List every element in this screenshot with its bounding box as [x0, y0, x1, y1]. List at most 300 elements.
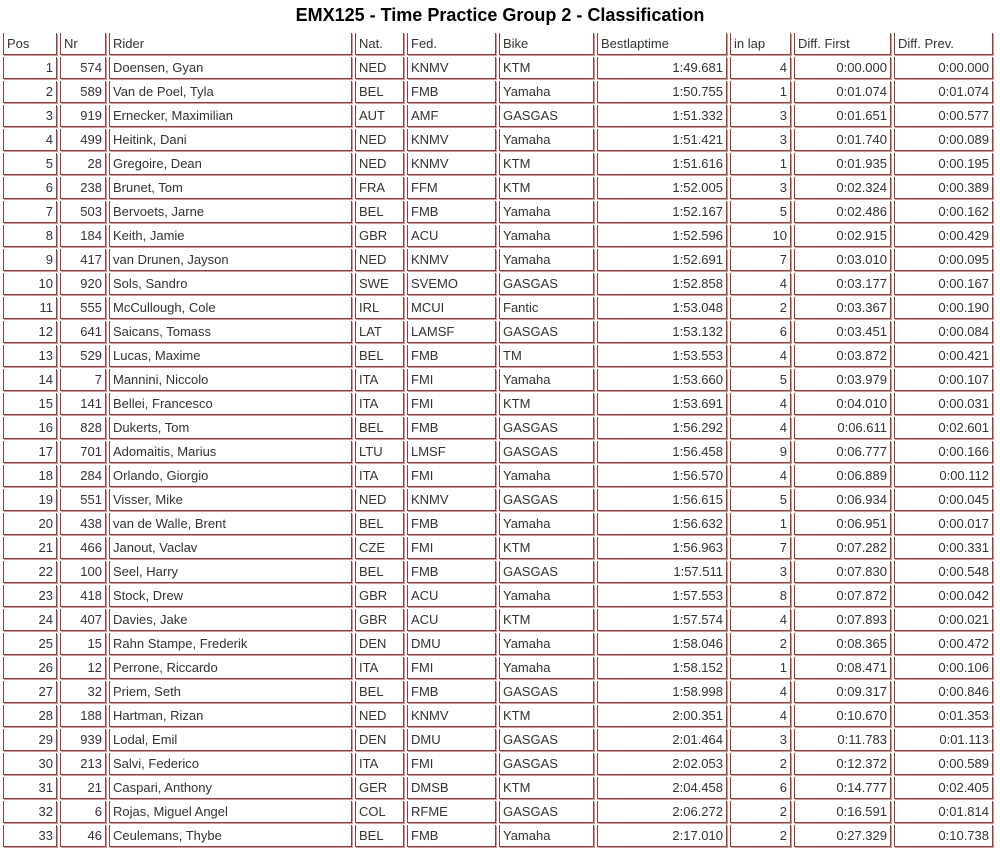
cell-bestlaptime: 1:52.596 [597, 225, 727, 247]
cell-in_lap: 1 [730, 153, 791, 175]
cell-rider: Visser, Mike [109, 489, 352, 511]
cell-in_lap: 9 [730, 441, 791, 463]
cell-nr: 12 [60, 657, 106, 679]
cell-nat: LAT [355, 321, 404, 343]
cell-bike: KTM [499, 393, 594, 415]
cell-pos: 32 [3, 801, 57, 823]
cell-bestlaptime: 1:57.574 [597, 609, 727, 631]
cell-diff_prev: 0:00.548 [894, 561, 993, 583]
cell-diff_prev: 0:00.045 [894, 489, 993, 511]
cell-bike: KTM [499, 705, 594, 727]
cell-diff_first: 0:11.783 [794, 729, 891, 751]
table-row [3, 201, 993, 223]
cell-bike: GASGAS [499, 105, 594, 127]
col-header-diff_first: Diff. First [794, 33, 891, 55]
cell-fed: ACU [407, 225, 496, 247]
col-header-rider: Rider [109, 33, 352, 55]
cell-bestlaptime: 1:56.632 [597, 513, 727, 535]
table-row [3, 753, 993, 775]
cell-nat: ITA [355, 369, 404, 391]
table-row [3, 417, 993, 439]
cell-diff_first: 0:03.367 [794, 297, 891, 319]
cell-bike: GASGAS [499, 417, 594, 439]
cell-diff_prev: 0:00.589 [894, 753, 993, 775]
cell-nat: ITA [355, 393, 404, 415]
cell-pos: 4 [3, 129, 57, 151]
cell-rider: Brunet, Tom [109, 177, 352, 199]
cell-pos: 24 [3, 609, 57, 631]
cell-rider: Lodal, Emil [109, 729, 352, 751]
cell-bestlaptime: 1:56.458 [597, 441, 727, 463]
cell-nat: FRA [355, 177, 404, 199]
cell-diff_first: 0:08.471 [794, 657, 891, 679]
cell-bike: GASGAS [499, 729, 594, 751]
cell-rider: Mannini, Niccolo [109, 369, 352, 391]
cell-rider: van de Walle, Brent [109, 513, 352, 535]
cell-rider: Stock, Drew [109, 585, 352, 607]
cell-pos: 5 [3, 153, 57, 175]
cell-nr: 6 [60, 801, 106, 823]
cell-nr: 407 [60, 609, 106, 631]
cell-nr: 574 [60, 57, 106, 79]
cell-diff_first: 0:03.177 [794, 273, 891, 295]
cell-nr: 641 [60, 321, 106, 343]
cell-nat: BEL [355, 825, 404, 847]
cell-in_lap: 4 [730, 345, 791, 367]
col-header-fed: Fed. [407, 33, 496, 55]
col-header-bestlaptime: Bestlaptime [597, 33, 727, 55]
table-row [3, 489, 993, 511]
cell-nat: BEL [355, 345, 404, 367]
cell-rider: Ernecker, Maximilian [109, 105, 352, 127]
cell-bike: Fantic [499, 297, 594, 319]
cell-pos: 13 [3, 345, 57, 367]
cell-nat: GBR [355, 609, 404, 631]
cell-rider: Gregoire, Dean [109, 153, 352, 175]
cell-nat: BEL [355, 417, 404, 439]
cell-nat: CZE [355, 537, 404, 559]
table-row [3, 705, 993, 727]
cell-diff_first: 0:06.951 [794, 513, 891, 535]
cell-rider: Salvi, Federico [109, 753, 352, 775]
cell-rider: Bellei, Francesco [109, 393, 352, 415]
cell-pos: 18 [3, 465, 57, 487]
cell-nat: ITA [355, 753, 404, 775]
cell-rider: Davies, Jake [109, 609, 352, 631]
cell-bike: Yamaha [499, 657, 594, 679]
cell-nr: 466 [60, 537, 106, 559]
cell-bestlaptime: 2:06.272 [597, 801, 727, 823]
cell-fed: FMI [407, 393, 496, 415]
cell-nat: BEL [355, 201, 404, 223]
cell-diff_first: 0:07.872 [794, 585, 891, 607]
col-header-nr: Nr [60, 33, 106, 55]
cell-bike: KTM [499, 537, 594, 559]
cell-rider: Rahn Stampe, Frederik [109, 633, 352, 655]
cell-nat: NED [355, 705, 404, 727]
cell-fed: KNMV [407, 249, 496, 271]
cell-fed: FMB [407, 201, 496, 223]
col-header-nat: Nat. [355, 33, 404, 55]
cell-nat: COL [355, 801, 404, 823]
table-row [3, 561, 993, 583]
cell-diff_first: 0:02.915 [794, 225, 891, 247]
cell-in_lap: 2 [730, 297, 791, 319]
cell-rider: Hartman, Rizan [109, 705, 352, 727]
cell-nr: 15 [60, 633, 106, 655]
cell-diff_first: 0:02.324 [794, 177, 891, 199]
cell-bestlaptime: 1:53.660 [597, 369, 727, 391]
cell-diff_first: 0:07.282 [794, 537, 891, 559]
cell-pos: 12 [3, 321, 57, 343]
cell-bike: Yamaha [499, 513, 594, 535]
cell-nat: NED [355, 57, 404, 79]
cell-rider: Lucas, Maxime [109, 345, 352, 367]
cell-bike: Yamaha [499, 825, 594, 847]
cell-bestlaptime: 1:56.570 [597, 465, 727, 487]
cell-nat: SWE [355, 273, 404, 295]
cell-nr: 939 [60, 729, 106, 751]
cell-diff_prev: 0:00.421 [894, 345, 993, 367]
cell-nat: NED [355, 489, 404, 511]
cell-diff_prev: 0:00.167 [894, 273, 993, 295]
cell-bike: GASGAS [499, 273, 594, 295]
cell-in_lap: 6 [730, 321, 791, 343]
cell-nat: NED [355, 153, 404, 175]
cell-pos: 3 [3, 105, 57, 127]
cell-rider: van Drunen, Jayson [109, 249, 352, 271]
cell-nat: ITA [355, 657, 404, 679]
cell-diff_prev: 0:00.195 [894, 153, 993, 175]
cell-diff_prev: 0:00.112 [894, 465, 993, 487]
cell-fed: FMB [407, 81, 496, 103]
table-row [3, 825, 993, 847]
table-row [3, 441, 993, 463]
table-row [3, 729, 993, 751]
cell-fed: ACU [407, 585, 496, 607]
cell-pos: 19 [3, 489, 57, 511]
cell-rider: Perrone, Riccardo [109, 657, 352, 679]
cell-bestlaptime: 1:56.292 [597, 417, 727, 439]
cell-fed: FMB [407, 513, 496, 535]
cell-diff_prev: 0:01.353 [894, 705, 993, 727]
cell-pos: 14 [3, 369, 57, 391]
header-row [3, 33, 993, 55]
cell-bike: Yamaha [499, 201, 594, 223]
cell-nr: 499 [60, 129, 106, 151]
cell-bestlaptime: 1:53.132 [597, 321, 727, 343]
cell-bike: KTM [499, 777, 594, 799]
cell-fed: FMI [407, 369, 496, 391]
cell-diff_first: 0:27.329 [794, 825, 891, 847]
cell-fed: DMU [407, 633, 496, 655]
cell-nr: 213 [60, 753, 106, 775]
cell-bike: Yamaha [499, 129, 594, 151]
cell-diff_prev: 0:00.429 [894, 225, 993, 247]
table-row [3, 513, 993, 535]
cell-in_lap: 2 [730, 633, 791, 655]
cell-bestlaptime: 1:51.421 [597, 129, 727, 151]
cell-diff_prev: 0:00.472 [894, 633, 993, 655]
cell-bike: Yamaha [499, 633, 594, 655]
cell-nr: 184 [60, 225, 106, 247]
cell-in_lap: 2 [730, 801, 791, 823]
results-head [3, 33, 993, 55]
cell-nr: 188 [60, 705, 106, 727]
cell-diff_first: 0:09.317 [794, 681, 891, 703]
table-row [3, 393, 993, 415]
cell-nat: DEN [355, 729, 404, 751]
cell-rider: Caspari, Anthony [109, 777, 352, 799]
cell-rider: Keith, Jamie [109, 225, 352, 247]
cell-pos: 28 [3, 705, 57, 727]
cell-in_lap: 4 [730, 609, 791, 631]
cell-bike: GASGAS [499, 753, 594, 775]
cell-diff_first: 0:02.486 [794, 201, 891, 223]
cell-diff_first: 0:07.830 [794, 561, 891, 583]
cell-nat: GBR [355, 585, 404, 607]
table-row [3, 57, 993, 79]
cell-bike: Yamaha [499, 585, 594, 607]
cell-diff_first: 0:08.365 [794, 633, 891, 655]
cell-bike: Yamaha [499, 465, 594, 487]
cell-pos: 16 [3, 417, 57, 439]
cell-fed: DMU [407, 729, 496, 751]
cell-diff_first: 0:03.010 [794, 249, 891, 271]
cell-nr: 551 [60, 489, 106, 511]
table-row [3, 105, 993, 127]
table-row [3, 609, 993, 631]
cell-diff_first: 0:12.372 [794, 753, 891, 775]
cell-nat: AUT [355, 105, 404, 127]
cell-bestlaptime: 1:52.167 [597, 201, 727, 223]
cell-nat: NED [355, 129, 404, 151]
cell-diff_first: 0:01.074 [794, 81, 891, 103]
cell-nr: 417 [60, 249, 106, 271]
cell-fed: KNMV [407, 57, 496, 79]
cell-bestlaptime: 1:57.511 [597, 561, 727, 583]
cell-fed: KNMV [407, 129, 496, 151]
cell-pos: 17 [3, 441, 57, 463]
cell-diff_prev: 0:00.095 [894, 249, 993, 271]
cell-diff_prev: 0:02.601 [894, 417, 993, 439]
cell-rider: Doensen, Gyan [109, 57, 352, 79]
cell-nat: BEL [355, 81, 404, 103]
cell-diff_first: 0:00.000 [794, 57, 891, 79]
table-row [3, 129, 993, 151]
cell-nr: 32 [60, 681, 106, 703]
cell-bike: GASGAS [499, 801, 594, 823]
cell-diff_first: 0:14.777 [794, 777, 891, 799]
cell-nr: 100 [60, 561, 106, 583]
table-row [3, 369, 993, 391]
cell-diff_prev: 0:01.113 [894, 729, 993, 751]
cell-in_lap: 3 [730, 729, 791, 751]
cell-nr: 920 [60, 273, 106, 295]
cell-pos: 20 [3, 513, 57, 535]
cell-rider: Ceulemans, Thybe [109, 825, 352, 847]
cell-in_lap: 1 [730, 81, 791, 103]
cell-bestlaptime: 2:04.458 [597, 777, 727, 799]
cell-nr: 28 [60, 153, 106, 175]
cell-nr: 284 [60, 465, 106, 487]
cell-bike: KTM [499, 153, 594, 175]
cell-in_lap: 5 [730, 489, 791, 511]
cell-pos: 31 [3, 777, 57, 799]
cell-nr: 21 [60, 777, 106, 799]
cell-diff_prev: 0:00.846 [894, 681, 993, 703]
table-row [3, 225, 993, 247]
cell-pos: 11 [3, 297, 57, 319]
cell-in_lap: 1 [730, 657, 791, 679]
cell-fed: KNMV [407, 489, 496, 511]
cell-diff_first: 0:01.935 [794, 153, 891, 175]
cell-bestlaptime: 1:56.615 [597, 489, 727, 511]
table-row [3, 801, 993, 823]
cell-fed: RFME [407, 801, 496, 823]
cell-rider: Janout, Vaclav [109, 537, 352, 559]
cell-nat: BEL [355, 561, 404, 583]
cell-in_lap: 3 [730, 561, 791, 583]
table-row [3, 777, 993, 799]
cell-bestlaptime: 2:02.053 [597, 753, 727, 775]
cell-fed: KNMV [407, 705, 496, 727]
cell-nr: 503 [60, 201, 106, 223]
cell-fed: FMB [407, 561, 496, 583]
cell-in_lap: 4 [730, 705, 791, 727]
cell-rider: Orlando, Giorgio [109, 465, 352, 487]
cell-nr: 529 [60, 345, 106, 367]
cell-diff_prev: 0:01.814 [894, 801, 993, 823]
cell-in_lap: 10 [730, 225, 791, 247]
cell-pos: 22 [3, 561, 57, 583]
cell-pos: 7 [3, 201, 57, 223]
cell-diff_prev: 0:00.106 [894, 657, 993, 679]
cell-fed: DMSB [407, 777, 496, 799]
table-row [3, 681, 993, 703]
cell-nr: 46 [60, 825, 106, 847]
cell-rider: Dukerts, Tom [109, 417, 352, 439]
cell-rider: Heitink, Dani [109, 129, 352, 151]
cell-diff_first: 0:03.979 [794, 369, 891, 391]
cell-in_lap: 7 [730, 249, 791, 271]
cell-pos: 29 [3, 729, 57, 751]
cell-fed: FMI [407, 537, 496, 559]
cell-diff_prev: 0:00.042 [894, 585, 993, 607]
cell-pos: 30 [3, 753, 57, 775]
cell-nr: 919 [60, 105, 106, 127]
cell-pos: 6 [3, 177, 57, 199]
col-header-in_lap: in lap [730, 33, 791, 55]
cell-nat: DEN [355, 633, 404, 655]
cell-nat: LTU [355, 441, 404, 463]
cell-nr: 828 [60, 417, 106, 439]
cell-diff_first: 0:06.889 [794, 465, 891, 487]
cell-bestlaptime: 1:49.681 [597, 57, 727, 79]
table-row [3, 249, 993, 271]
cell-fed: MCUI [407, 297, 496, 319]
cell-diff_prev: 0:00.190 [894, 297, 993, 319]
cell-bike: Yamaha [499, 81, 594, 103]
table-row [3, 153, 993, 175]
cell-diff_prev: 0:00.162 [894, 201, 993, 223]
results-body [3, 57, 993, 847]
cell-rider: Sols, Sandro [109, 273, 352, 295]
cell-nr: 589 [60, 81, 106, 103]
cell-diff_prev: 0:00.389 [894, 177, 993, 199]
cell-nat: IRL [355, 297, 404, 319]
cell-in_lap: 3 [730, 177, 791, 199]
cell-bike: GASGAS [499, 489, 594, 511]
cell-nat: GER [355, 777, 404, 799]
cell-nr: 418 [60, 585, 106, 607]
cell-in_lap: 1 [730, 513, 791, 535]
cell-in_lap: 4 [730, 57, 791, 79]
cell-bike: Yamaha [499, 225, 594, 247]
cell-nr: 238 [60, 177, 106, 199]
cell-nr: 141 [60, 393, 106, 415]
cell-nat: NED [355, 249, 404, 271]
cell-bestlaptime: 1:57.553 [597, 585, 727, 607]
cell-pos: 25 [3, 633, 57, 655]
cell-in_lap: 8 [730, 585, 791, 607]
cell-nr: 7 [60, 369, 106, 391]
cell-nat: BEL [355, 681, 404, 703]
cell-in_lap: 4 [730, 393, 791, 415]
cell-diff_prev: 0:00.021 [894, 609, 993, 631]
cell-in_lap: 4 [730, 417, 791, 439]
cell-bestlaptime: 1:50.755 [597, 81, 727, 103]
cell-diff_first: 0:01.740 [794, 129, 891, 151]
cell-in_lap: 4 [730, 465, 791, 487]
cell-bestlaptime: 1:58.998 [597, 681, 727, 703]
col-header-diff_prev: Diff. Prev. [894, 33, 993, 55]
cell-in_lap: 2 [730, 825, 791, 847]
cell-bike: GASGAS [499, 441, 594, 463]
cell-diff_first: 0:07.893 [794, 609, 891, 631]
cell-diff_prev: 0:00.331 [894, 537, 993, 559]
table-row [3, 537, 993, 559]
table-row [3, 297, 993, 319]
cell-diff_prev: 0:00.031 [894, 393, 993, 415]
table-row [3, 273, 993, 295]
cell-bike: KTM [499, 57, 594, 79]
cell-diff_first: 0:03.872 [794, 345, 891, 367]
cell-bestlaptime: 1:52.005 [597, 177, 727, 199]
cell-fed: SVEMO [407, 273, 496, 295]
cell-in_lap: 4 [730, 681, 791, 703]
table-row [3, 585, 993, 607]
table-row [3, 345, 993, 367]
cell-bestlaptime: 1:58.152 [597, 657, 727, 679]
cell-in_lap: 2 [730, 753, 791, 775]
cell-bike: TM [499, 345, 594, 367]
cell-fed: FMB [407, 345, 496, 367]
cell-rider: Bervoets, Jarne [109, 201, 352, 223]
cell-diff_first: 0:06.777 [794, 441, 891, 463]
table-row [3, 657, 993, 679]
cell-in_lap: 4 [730, 273, 791, 295]
cell-fed: FFM [407, 177, 496, 199]
cell-in_lap: 3 [730, 105, 791, 127]
col-header-pos: Pos [3, 33, 57, 55]
cell-pos: 8 [3, 225, 57, 247]
cell-fed: FMB [407, 825, 496, 847]
cell-bestlaptime: 1:53.048 [597, 297, 727, 319]
cell-fed: FMB [407, 417, 496, 439]
cell-pos: 26 [3, 657, 57, 679]
cell-bestlaptime: 1:52.858 [597, 273, 727, 295]
